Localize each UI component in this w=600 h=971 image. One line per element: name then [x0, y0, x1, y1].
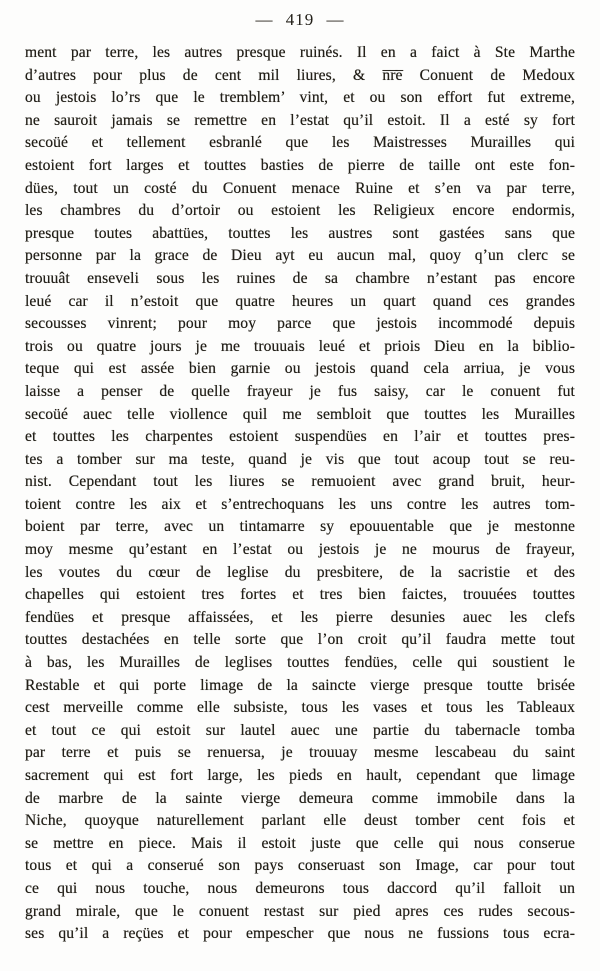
text-line: sacrement qui est fort large, les pieds en hault, cependant que limage — [25, 767, 575, 784]
text-line: personne par la grace de Dieu ayt eu aucun mal, quoy q’un clerc se — [25, 247, 575, 265]
text-line: trois ou quatre jours je me trouuais leué et priois Dieu en la biblio- — [25, 337, 575, 355]
text-line: et touttes les charpentes estoient suspendües en l’air et touttes pres- — [25, 428, 575, 446]
text-line: secoüé auec telle viollence quil me sembloit que touttes les Murailles — [25, 405, 575, 423]
text-line: les voutes du cœur de leglise du presbitere, de la sacristie et des — [25, 563, 575, 581]
text-line: Restable et qui porte limage de la saincte vierge presque toutte brisée — [25, 676, 575, 694]
text-line: tous et qui a conserué son pays conseruast son Image, car pour tout — [25, 857, 575, 875]
text-line: dües, tout un costé du Conuent menace Ruine et s’en va par terre, — [25, 179, 575, 197]
text-line: les chambres du d’ortoir ou estoient les Religieux encore endormis, — [25, 202, 575, 220]
text-line: leué car il n’estoit que quatre heures un quart quand ces grandes — [25, 292, 575, 310]
text-line: grand mirale, que le conuent restast sur pied apres ces rudes secous- — [25, 902, 575, 920]
text-line: ment par terre, les autres presque ruinés. Il en a faict à Ste Marthe — [25, 44, 575, 61]
text-line: de marbre de la sainte vierge demeura comme immobile dans la — [25, 789, 575, 807]
text-line: trouuât enseveli sous les ruines de sa chambre n’estant pas encore — [25, 269, 575, 287]
text-line: ou jestois lo’rs que le tremblem’ vint, et ou son effort fut extreme, — [25, 89, 575, 107]
page-number-header: — 419 — — [255, 10, 345, 29]
text-line: nist. Cependant tout les liures se remuoient avec grand bruit, heur- — [25, 473, 575, 491]
text-line: toient contre les aix et s’entrechoquans les uns contre les autres tom- — [25, 495, 575, 513]
text-line: secoüé et tellement esbranlé que les Maistresses Murailles qui — [25, 134, 575, 152]
text-line: se mettre en piece. Mais il estoit juste que celle qui nous conserue — [25, 834, 575, 852]
page-text — [25, 42, 575, 946]
text-line: chapelles qui estoient tres fortes et tres bien faictes, trouuées touttes — [25, 586, 575, 604]
text-line: moy mesme qu’estant en l’estat ou jestois je ne mourus de frayeur, — [25, 541, 575, 559]
text-line: secousses vinrent; pour moy parce que jestois incommodé depuis — [25, 315, 575, 333]
text-line: boient par terre, avec un tintamarre sy epouuentable que je mestonne — [25, 518, 575, 536]
text-line: tes a tomber sur ma teste, quand je vis que tout acoup tout se reu- — [25, 450, 575, 468]
text-line: laisse a penser de quelle frayeur je fus saisy, car le conuent fut — [25, 382, 575, 400]
text-line: ses qu’il a reçües et pour empescher que nous ne fussions tous ecra- — [25, 925, 575, 943]
text-line: presque toutes abattües, touttes les austres sont gastées sans que — [25, 224, 575, 242]
text-line: ce qui nous touche, nous demeurons tous daccord qu’il falloit un — [25, 879, 575, 897]
text-line: ne sauroit jamais se remettre en l’estat qu’il estoit. Il a esté sy fort — [25, 111, 575, 129]
text-line: par terre et puis se renuersa, je trouuay mesme lescabeau du saint — [25, 744, 575, 762]
text-line: Niche, quoyque naturellement parlant elle deust tomber cent fois et — [25, 812, 575, 830]
text-line: à bas, les Murailles de leglises touttes fendües, celle qui soustient le — [25, 654, 575, 672]
text-line: cest merveille comme elle subsiste, tous les vases et tous les Tableaux — [25, 699, 575, 717]
text-line: et tout ce qui estoit sur lautel auec une partie du tabernacle tomba — [25, 721, 575, 739]
text-line: d’autres pour plus de cent mil liures, & n̅r̅e̅ Conuent de Medoux — [25, 66, 575, 84]
text-line: touttes destachées en telle sorte que l’on croit qu’il faudra mette tout — [25, 631, 575, 649]
text-line: fendües et presque affaissées, et les pierre desunies auec les clefs — [25, 608, 575, 626]
text-line: estoient fort larges et touttes basties de pierre de taille ont este fon- — [25, 156, 575, 174]
text-line: teque qui est assée bien garnie ou jestois quand cela arriua, je vous — [25, 360, 575, 378]
